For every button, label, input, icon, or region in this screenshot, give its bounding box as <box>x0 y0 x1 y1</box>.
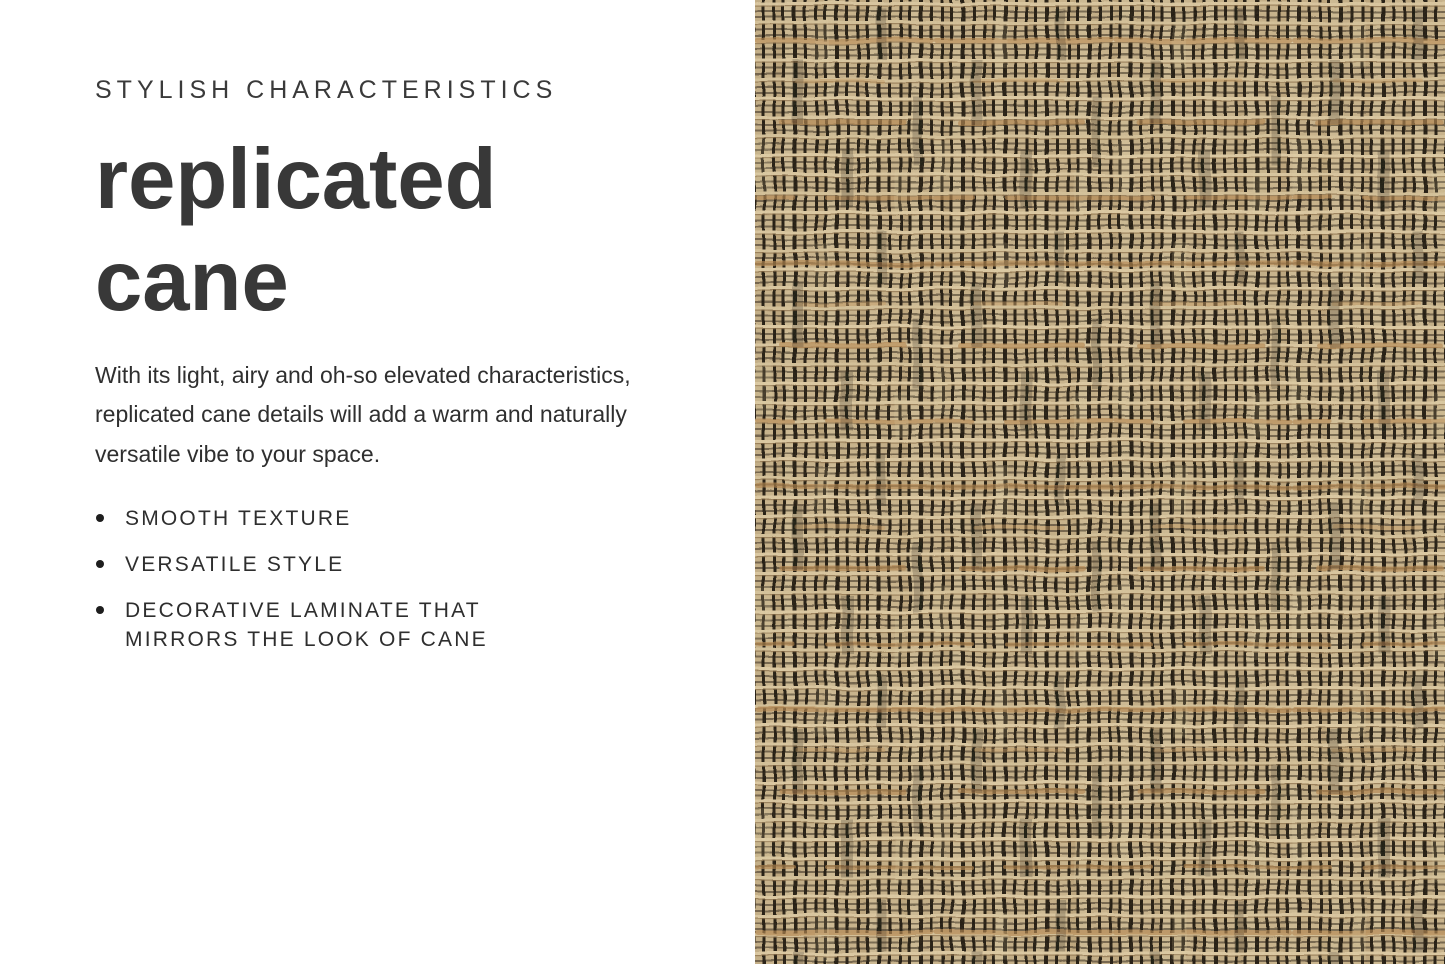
list-item-label: SMOOTH TEXTURE <box>125 507 352 531</box>
text-column <box>95 0 740 671</box>
list-item-label: VERSATILE STYLE <box>125 553 345 577</box>
cane-texture-image <box>755 0 1445 964</box>
list-item-label: DECORATIVE LAMINATE THAT MIRRORS THE LOOK OF CANE <box>125 599 488 652</box>
cane-texture-svg <box>755 0 1445 964</box>
bullet-dot-icon <box>96 560 104 568</box>
list-item <box>95 596 545 654</box>
list-item <box>95 550 545 579</box>
description-paragraph: With its light, airy and oh-so elevated characteristics, replicated cane details will add a warm and naturally versatile vibe to your space. <box>95 361 631 467</box>
feature-list <box>95 504 740 654</box>
page-title: replicated cane <box>95 131 497 329</box>
bullet-dot-icon <box>96 514 104 522</box>
bullet-dot-icon <box>96 606 104 614</box>
list-item <box>95 504 545 533</box>
eyebrow-heading: STYLISH CHARACTERISTICS <box>95 76 558 104</box>
